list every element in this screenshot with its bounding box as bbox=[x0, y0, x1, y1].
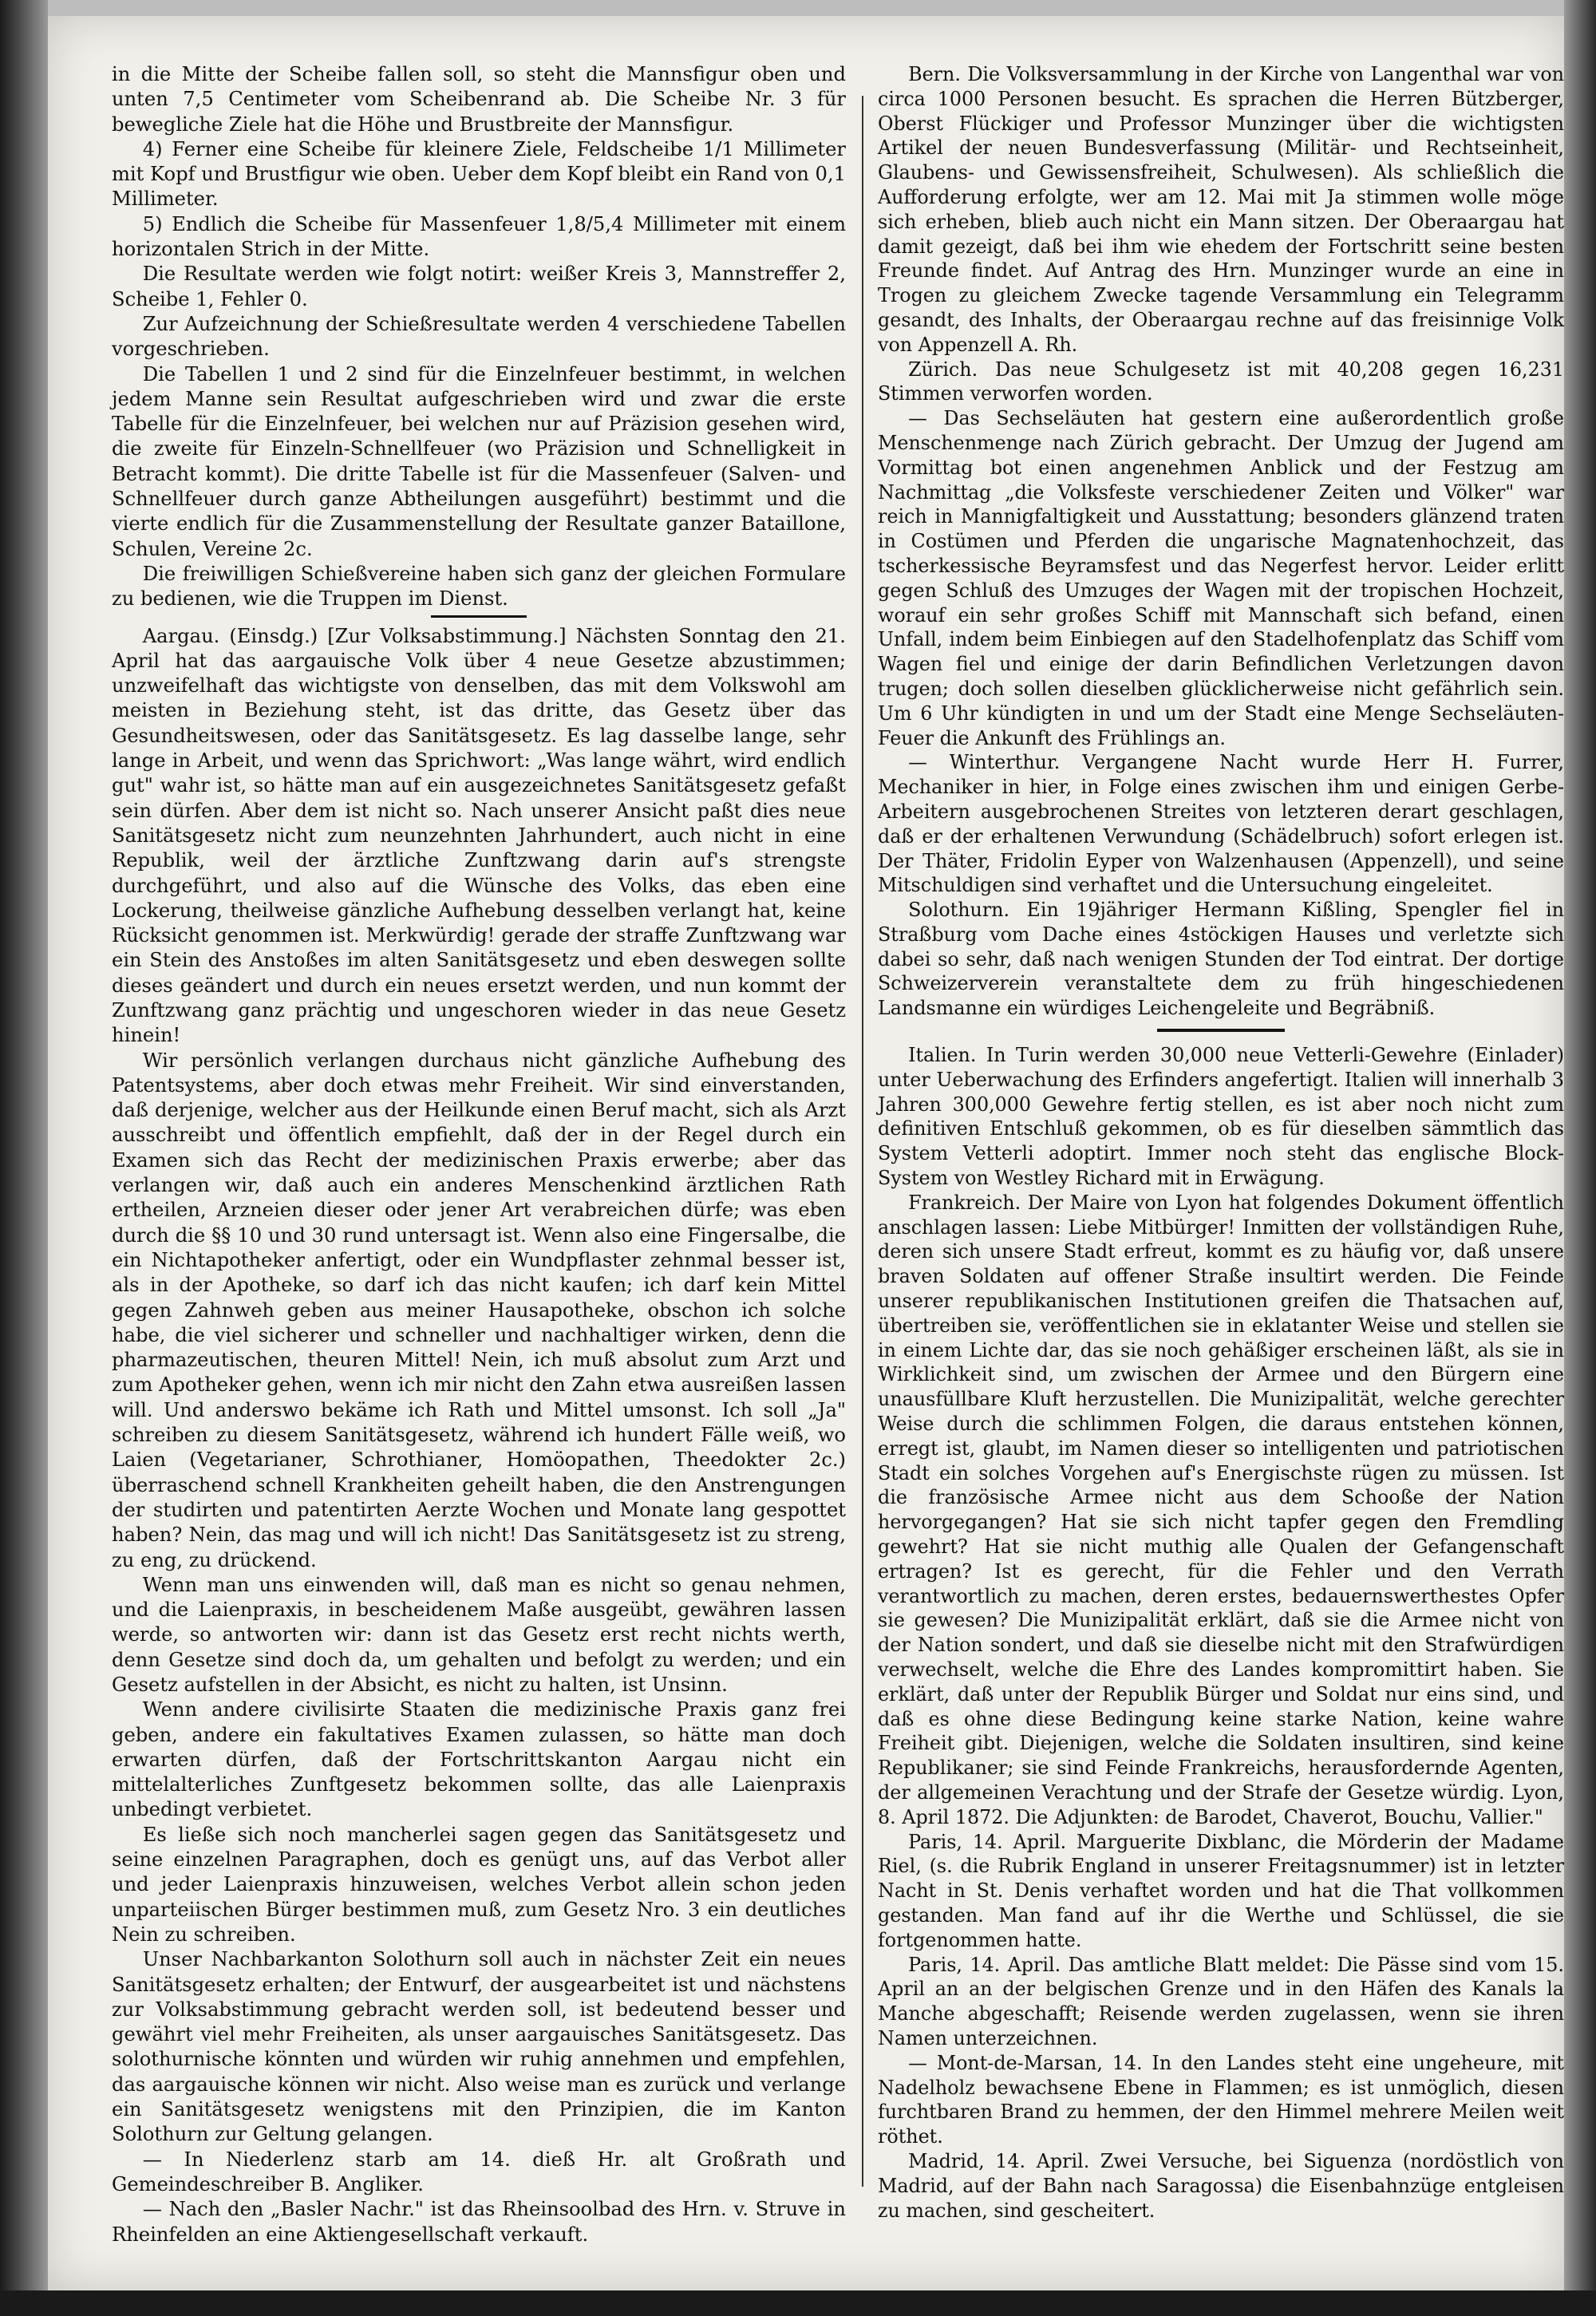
paragraph-solothurn-law: Unser Nachbarkanton Solothurn soll auch in nächster Zeit ein neues Sanitätsgesetz erhalten; der Entwurf, der ausgearbeitet ist und nächstens zur Volksabstimmung gebracht werden soll, ist bedeutend besser und gewährt viel mehr Freiheiten, als unser aargauisches Sanitätsgesetz. Das solothurnische könnten und würden wir ruhig annehmen und empfehlen, das aargauische können wir nicht. Also weise man es zurück und verlange ein Sanitätsgesetz wenigstens mit den Prinzipien, die im Kanton Solothurn zur Geltung gelangen. bbox=[112, 1948, 846, 2146]
paragraph-mass-fire-target: 5) Endlich die Scheibe für Massenfeuer 1,8/5,4 Millimeter mit einem horizontalen Strich in der Mitte. bbox=[112, 212, 846, 261]
news-frankreich: Frankreich. Der Maire von Lyon hat folgendes Dokument öffentlich anschlagen lassen: Liebe Mitbürger! Inmitten der vollständigen Ruhe, deren sich unsere Stadt erfreut, kommt es zu häufig vor, daß unsere braven Soldaten auf offener Straße insultirt werden. Die Feinde unserer republikanischen Institutionen greifen die Thatsachen auf, übertreiben sie, veröffentlichen sie in eklatanter Weise und stellen sie in einem Lichte dar, das sie noch gehäßiger erscheinen läßt, als sie in Wirklichkeit sind, um zwischen der Armee und den Bürgern eine unausfüllbare Kluft herzustellen. Die Munizipalität, welche gerechter Weise durch die schlimmen Folgen, die daraus entstehen können, erregt ist, glaubt, im Namen dieser so intelligenten und patriotischen Stadt ein solches Vorgehen auf's Energischste rügen zu müssen. Ist die französische Armee nicht aus dem Schooße der Nation hervorgegangen? Hat sie sich nicht tapfer gegen den Fremdling gewehrt? Hat sie nicht muthig alle Qualen der Gefangenschaft ertragen? Ist es gerecht, für die Fehler und den Verrath verantwortlich zu machen, deren erstes, bedauernswerthestes Opfer sie gewesen? Die Munizipalität erklärt, daß sie die Armee nicht von der Nation sondert, und daß sie dieselbe nicht mit den Strafwürdigen verwechselt, welche die Ehre des Landes kompromittirt haben. Sie erklärt, daß unter der Republik Bürger und Soldat nur eins sind, und daß es ohne diese Bedingung keine starke Nation, keine wahre Freiheit gibt. Diejenigen, welche die Soldaten insultiren, sind keine Republikaner; sie sind Feinde Frankreichs, herausfordernde Agenten, der allgemeinen Verachtung und der Strafe der Gesetze würdig. Lyon, 8. April 1872. Die Adjunkten: de Barodet, Chaverot, Bouchu, Vallier." bbox=[878, 1191, 1564, 1828]
news-madrid: Madrid, 14. April. Zwei Versuche, bei Siguenza (nordöstlich von Madrid, auf der Bahn nach Saragossa) die Eisenbahnzüge entgleisen zu machen, sind gescheitert. bbox=[878, 2149, 1564, 2222]
paragraph-lay-practice: Wenn man uns einwenden will, daß man es nicht so genau nehmen, und die Laienpraxis, in bescheidenem Maße ausgeübt, gewähren lassen werde, so antworten wir: dann ist das Gesetz erst recht nichts werth, denn Gesetze sind doch da, um gehalten und befolgt zu werden; und ein Gesetz aufstellen in der Absicht, es nicht zu halten, ist Unsinn. bbox=[112, 1573, 846, 1696]
scan-right-edge bbox=[1564, 0, 1596, 2316]
paragraph-small-target: 4) Ferner eine Scheibe für kleinere Ziele, Feldscheibe 1/1 Millimeter mit Kopf und Brustfigur wie oben. Ueber dem Kopf bleibt ein Rand von 0,1 Millimeter. bbox=[112, 137, 846, 211]
paragraph-paragraphs: Es ließe sich noch mancherlei sagen gegen das Sanitätsgesetz und seine einzelnen Paragraphen, doch es genügt uns, auf das Verbot aller und jeder Laienpraxis hinzuweisen, welches Verbot allein schon jeden unparteiischen Bürger bestimmen muß, zum Gesetz Nro. 3 ein deutliches Nein zu schreiben. bbox=[112, 1823, 846, 1946]
news-solothurn: Solothurn. Ein 19jähriger Hermann Kißling, Spengler fiel in Straßburg vom Dache eines 4stöckigen Hauses und verletzte sich dabei so sehr, daß nach wenigen Stunden der Tod eintrat. Der dortige Schweizerverein veranstaltete dem zu früh hingeschiedenen Landsmanne ein würdiges Leichengeleite und Begräbniß. bbox=[878, 899, 1564, 1020]
column-rule bbox=[862, 96, 863, 2187]
section-divider bbox=[431, 615, 527, 618]
article-aargau: Aargau. (Einsdg.) [Zur Volksabstimmung.] Nächsten Sonntag den 21. April hat das aargauische Volk über 4 neue Gesetze abzustimmen; unzweifelhaft das wichtigste von denselben, das mit dem Volkswohl am meisten in Beziehung steht, ist das dritte, das Gesetz über das Gesundheitswesen, oder das Sanitätsgesetz. Es lag dasselbe lange, sehr lange in Arbeit, und wenn das Sprichwort: „Was lange währt, wird endlich gut" wahr ist, so hätte man auf ein ausgezeichnetes Sanitätsgesetz gefaßt sein dürfen. Aber dem ist nicht so. Nach unserer Ansicht paßt dies neue Sanitätsgesetz nicht zum neunzehnten Jahrhundert, auch nicht in eine Republik, weil der ärztliche Zunftzwang darin auf's strengste durchgeführt, und also auf die Wünsche des Volks, das eben eine Lockerung, theilweise gänzliche Aufhebung desselben verlangt hat, keine Rücksicht genommen ist. Merkwürdig! gerade der straffe Zunftzwang war ein Stein des Anstoßes im alten Sanitätsgesetz und eben deswegen sollte dieses geändert und durch ein neues ersetzt werden, und nun kommt der Zunftzwang ganz prächtig und ungeschoren wieder in das neue Gesetz hinein! bbox=[112, 624, 846, 1047]
paragraph-scoring: Die Resultate werden wie folgt notirt: weißer Kreis 3, Mannstreffer 2, Scheibe 1, Fehler 0. bbox=[112, 263, 846, 310]
left-column bbox=[112, 62, 846, 2247]
news-niederlenz: — In Niederlenz starb am 14. dieß Hr. alt Großrath und Gemeindeschreiber B. Angliker. bbox=[112, 2148, 846, 2195]
scan-bottom-edge bbox=[0, 2290, 1596, 2316]
news-zuerich: Zürich. Das neue Schulgesetz ist mit 40,208 gegen 16,231 Stimmen verworfen worden. bbox=[878, 358, 1564, 405]
paragraph-shooting-clubs: Die freiwilligen Schießvereine haben sich ganz der gleichen Formulare zu bedienen, wie die Truppen im Dienst. bbox=[112, 562, 846, 611]
news-bern: Bern. Die Volksversammlung in der Kirche von Langenthal war von circa 1000 Personen besucht. Es sprachen die Herren Bützberger, Oberst Flückiger und Professor Munzinger über die wichtigsten Artikel der neuen Bundesverfassung (Militär- und Rechtseinheit, Glaubens- und Gewissensfreiheit, Schulwesen). Als schließlich die Aufforderung erfolgte, wer am 12. Mai mit Ja stimmen wolle möge sich erheben, blieb auch nicht ein Mann sitzen. Der Oberaargau hat damit gezeigt, daß bei ihm wie ehedem der Fortschritt seine besten Freunde findet. Auf Antrag des Hrn. Munzinger wurde an eine in Trogen zu gleichem Zwecke tagende Versammlung ein Telegramm gesandt, des Inhalts, der Oberaargau rechne auf das freisinnige Volk von Appenzell A. Rh. bbox=[878, 63, 1564, 356]
news-paris-passes: Paris, 14. April. Das amtliche Blatt meldet: Die Pässe sind vom 15. April an an der belgischen Grenze und in den Häfen des Kanals la Manche abgeschafft; Reisende werden zugelassen, wenn sie ihren Namen unterzeichnen. bbox=[878, 1953, 1564, 2049]
paragraph-tables-detail: Die Tabellen 1 und 2 sind für die Einzelnfeuer bestimmt, in welchen jedem Manne sein Resultat aufgeschrieben wird und zwar die erste Tabelle für die Einzelnfeuer, bei welchen nur auf Präzision gesehen wird, die zweite für Einzeln-Schnellfeuer (wo Präzision und Schnelligkeit in Betracht kommt). Die dritte Tabelle ist für die Massenfeuer (Salven- und Schnellfeuer durch ganze Abtheilungen ausgeführt) bestimmt und die vierte endlich für die Zusammenstellung der Resultate ganzer Bataillone, Schulen, Vereine 2c. bbox=[112, 362, 846, 560]
paragraph-target-figure: in die Mitte der Scheibe fallen soll, so steht die Mannsfigur oben und unten 7,5 Centimeter vom Scheibenrand ab. Die Scheibe Nr. 3 für bewegliche Ziele hat die Höhe und Brustbreite der Mannsfigur. bbox=[112, 63, 846, 136]
right-column bbox=[878, 62, 1564, 2223]
paragraph-other-states: Wenn andere civilisirte Staaten die medizinische Praxis ganz frei geben, andere ein fakultatives Examen zulassen, so hätte man doch erwarten dürfen, daß der Fortschrittskanton Aargau nicht ein mittelalterliches Zunftgesetz bekommen sollte, das alle Laienpraxis unbedingt verbietet. bbox=[112, 1698, 846, 1821]
news-italien: Italien. In Turin werden 30,000 neue Vetterli-Gewehre (Einlader) unter Ueberwachung des Erfinders angefertigt. Italien will innerhalb 3 Jahren 300,000 Gewehre fertig stellen, es ist aber noch nicht zum definitiven Entschluß gekommen, ob es für dieselben sämmtlich das System Vetterli adoptirt. Immer noch steht das englische Block-System von Westley Richard mit in Erwägung. bbox=[878, 1044, 1564, 1190]
news-rheinfelden: — Nach den „Basler Nachr." ist das Rheinsoolbad des Hrn. v. Struve in Rheinfelden an eine Aktiengesellschaft verkauft. bbox=[112, 2198, 846, 2246]
news-paris-dixblanc: Paris, 14. April. Marguerite Dixblanc, die Mörderin der Madame Riel, (s. die Rubrik England in unserer Freitagsnummer) ist in letzter Nacht in St. Denis verhaftet worden und hat die That vollkommen gestanden. Man fand auf ihr die Werthe und Schlüssel, die sie fortgenommen hatte. bbox=[878, 1830, 1564, 1951]
news-winterthur: — Winterthur. Vergangene Nacht wurde Herr H. Furrer, Mechaniker in hier, in Folge eines zwischen ihm und einigen Gerbe-Arbeitern ausgebrochenen Streites von letzteren derart geschlagen, daß er der erhaltenen Verwundung (Schädelbruch) sofort erlegen ist. Der Thäter, Fridolin Eyper von Walzenhausen (Appenzell), und seine Mitschuldigen sind verhaftet und die Untersuchung eingeleitet. bbox=[878, 751, 1564, 897]
news-mont-de-marsan: — Mont-de-Marsan, 14. In den Landes steht eine ungeheure, mit Nadelholz bewachsene Ebene in Flammen; es ist unmöglich, diesen furchtbaren Brand zu hemmen, der den Himmel mehrere Meilen weit röthet. bbox=[878, 2051, 1564, 2148]
news-sechselaeuten: — Das Sechseläuten hat gestern eine außerordentlich große Menschenmenge nach Zürich gebracht. Der Umzug der Jugend am Vormittag bot einen angenehmen Anblick und der Festzug am Nachmittag „die Volksfeste verschiedener Zeiten und Völker" war reich in Mannigfaltigkeit und Ausstattung; besonders glänzend traten in Costümen und Pferden die ungarische Magnatenhochzeit, das tscherkessische Beyramsfest und das Negerfest hervor. Leider erlitt gegen Schluß des Umzuges der Wagen mit der tropischen Hochzeit, worauf ein sehr großes Schiff mit Mannschaft sich befand, einen Unfall, indem beim Einbiegen auf den Stadelhofenplatz das Schiff vom Wagen fiel und einige der darin Befindlichen Verletzungen davon trugen; doch sollen dieselben glücklicherweise nicht gefährlich sein. Um 6 Uhr kündigten in und um der Stadt eine Menge Sechseläuten-Feuer die Ankunft des Frühlings an. bbox=[878, 407, 1564, 749]
scan-left-edge bbox=[0, 0, 48, 2316]
paragraph-patent-system: Wir persönlich verlangen durchaus nicht gänzliche Aufhebung des Patentsystems, aber doch etwas mehr Freiheit. Wir sind einverstanden, daß derjenige, welcher aus der Heilkunde einen Beruf macht, sich als Arzt ausschreibt und öffentlich empfiehlt, daß der in der Regel durch ein Examen sich das Recht der medizinischen Praxis erwerbe; aber das verlangen wir, daß auch ein anderes Menschenkind ärztlichen Rath ertheilen, Arzneien dieser oder jener Art verabreichen dürfe; was eben durch die §§ 10 und 30 rund untersagt ist. Wenn also eine Fingersalbe, die ein Nichtapotheker anfertigt, oder ein Wundpflaster zehnmal besser ist, als in der Apotheke, so darf ich das nicht kaufen; ich darf kein Mittel gegen Zahnweh geben aus meiner Hausapotheke, obschon ich solche habe, die viel sicherer und schneller und nachhaltiger wirken, denn die pharmazeutischen, theuren Mittel! Nein, ich muß absolut zum Arzt und zum Apotheker gehen, wenn ich mir nicht den Zahn etwa ausreißen lassen will. Und anderswo bekäme ich Rath und Mittel umsonst. Ich soll „Ja" schreiben zu diesem Sanitätsgesetz, während ich hundert Fälle weiß, wo Laien (Vegetarianer, Schrothianer, Homöopathen, Theedokter 2c.) überraschend schnell Krankheiten geheilt haben, die den Anstrengungen der studirten und patentirten Aerzte Wochen und Monate lang gespottet haben? Nein, das mag und will ich nicht! Das Sanitätsgesetz ist zu streng, zu eng, zu drückend. bbox=[112, 1049, 846, 1571]
paragraph-tables-intro: Zur Aufzeichnung der Schießresultate werden 4 verschiedene Tabellen vorgeschrieben. bbox=[112, 312, 846, 361]
section-divider-foreign bbox=[1157, 1029, 1285, 1032]
